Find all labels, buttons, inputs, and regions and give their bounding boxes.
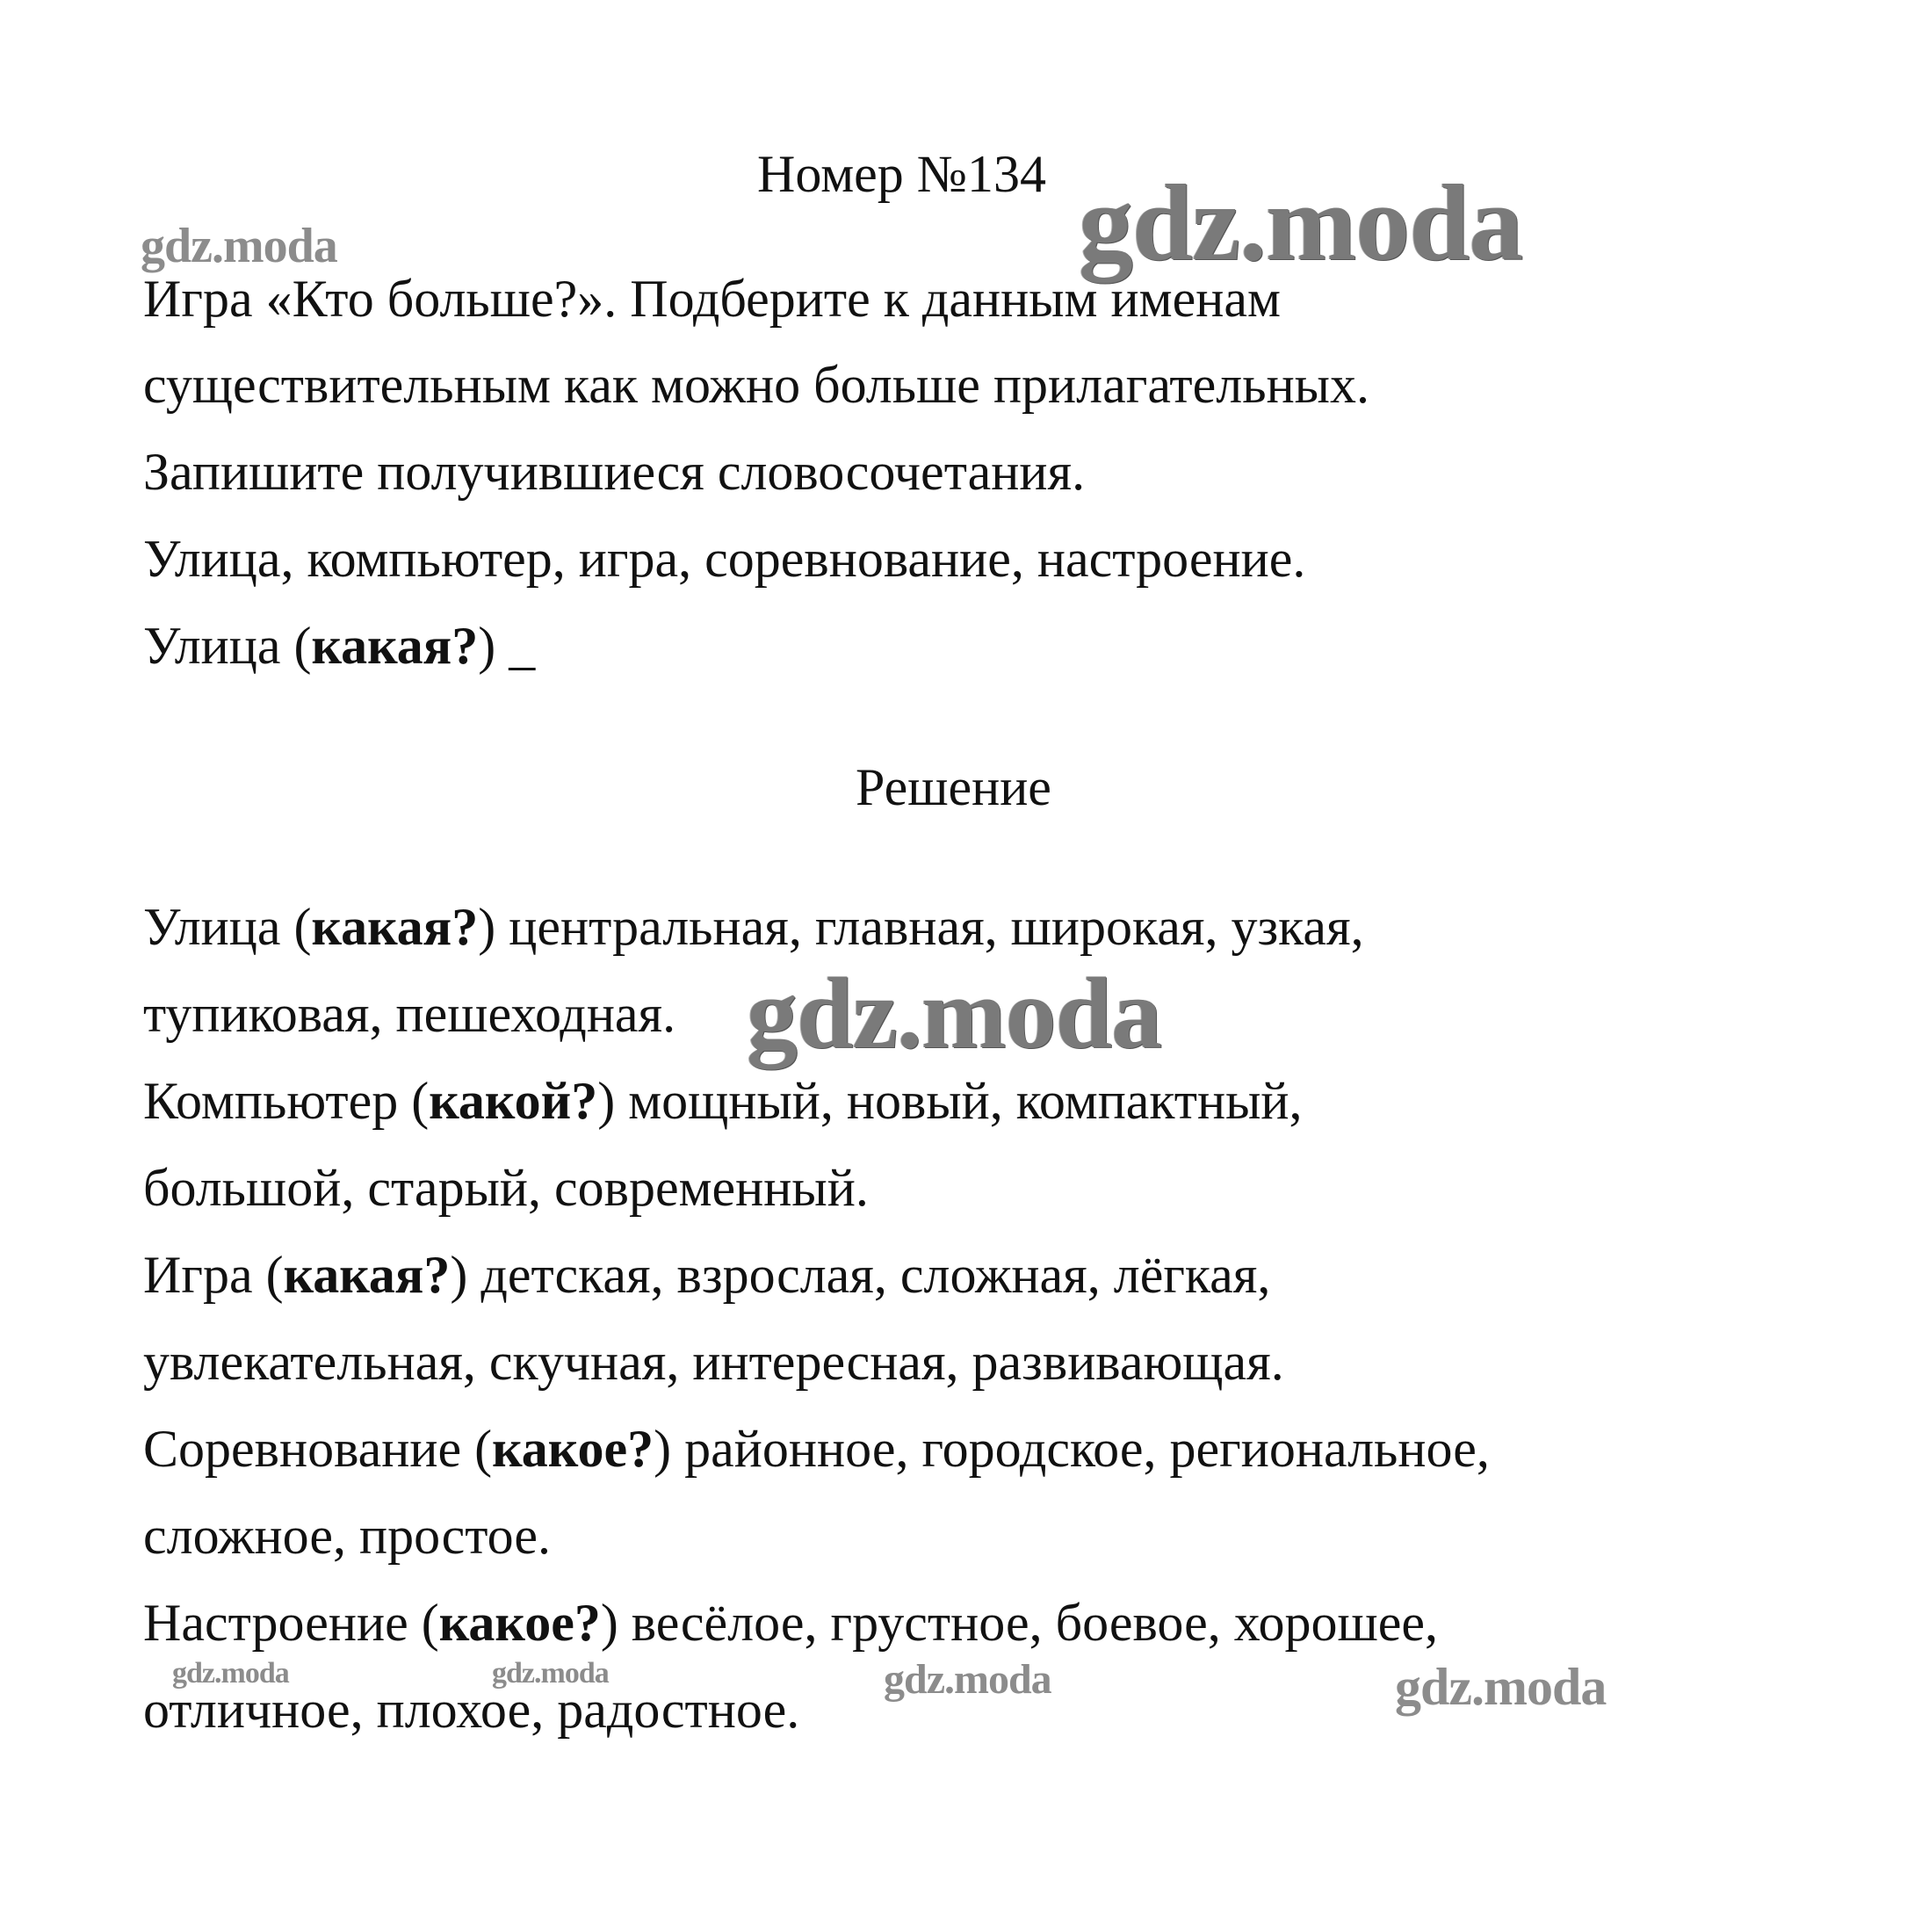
watermark: gdz.moda	[492, 1657, 609, 1690]
answer-line	[143, 898, 1364, 956]
answer-continuation: отличное, плохое, радостное.	[143, 1681, 800, 1739]
answer-continuation: тупиковая, пешеходная.	[143, 985, 676, 1043]
answer-line	[143, 1420, 1490, 1478]
example-prefix: Улица (	[143, 617, 312, 675]
answer-question: какое?	[492, 1420, 654, 1478]
solution-heading: Решение	[856, 758, 1051, 816]
answer-continuation: сложное, простое.	[143, 1507, 552, 1565]
task-number-title: Номер №134	[757, 145, 1047, 203]
watermark: gdz.moda	[1079, 163, 1523, 283]
answer-line	[143, 1072, 1303, 1130]
answer-noun: Настроение (	[143, 1594, 439, 1652]
watermark: gdz.moda	[884, 1656, 1051, 1703]
watermark: gdz.moda	[141, 219, 337, 273]
answer-noun: Компьютер (	[143, 1072, 430, 1130]
answer-noun: Улица (	[143, 898, 312, 956]
answer-continuation: большой, старый, современный.	[143, 1159, 869, 1217]
answer-line	[143, 1594, 1438, 1652]
answer-noun: Игра (	[143, 1246, 284, 1304]
answer-question: какая?	[283, 1246, 451, 1304]
answer-line	[143, 1246, 1271, 1304]
answer-adjectives: ) районное, городское, региональное,	[654, 1420, 1490, 1478]
watermark: gdz.moda	[747, 958, 1162, 1070]
answer-adjectives: ) детская, взрослая, сложная, лёгкая,	[450, 1246, 1271, 1304]
task-example	[143, 617, 536, 675]
task-line-4: Улица, компьютер, игра, соревнование, настроение.	[143, 530, 1306, 588]
answer-question: какая?	[311, 898, 479, 956]
task-line-1: Игра «Кто больше?». Подберите к данным именам	[143, 270, 1281, 328]
task-line-2: существительным как можно больше прилагательных.	[143, 356, 1369, 414]
answer-question: какой?	[429, 1072, 598, 1130]
answer-question: какое?	[438, 1594, 601, 1652]
answer-adjectives: ) мощный, новый, компактный,	[597, 1072, 1303, 1130]
task-line-3: Запишите получившиеся словосочетания.	[143, 443, 1086, 501]
answer-adjectives: ) центральная, главная, широкая, узкая,	[478, 898, 1364, 956]
answer-noun: Соревнование (	[143, 1420, 493, 1478]
answer-adjectives: ) весёлое, грустное, боевое, хорошее,	[600, 1594, 1438, 1652]
watermark: gdz.moda	[172, 1657, 289, 1690]
example-question: какая?	[311, 617, 479, 675]
answer-continuation: увлекательная, скучная, интересная, развивающая.	[143, 1333, 1284, 1391]
watermark: gdz.moda	[1395, 1658, 1607, 1716]
example-suffix: ) _	[478, 617, 536, 675]
